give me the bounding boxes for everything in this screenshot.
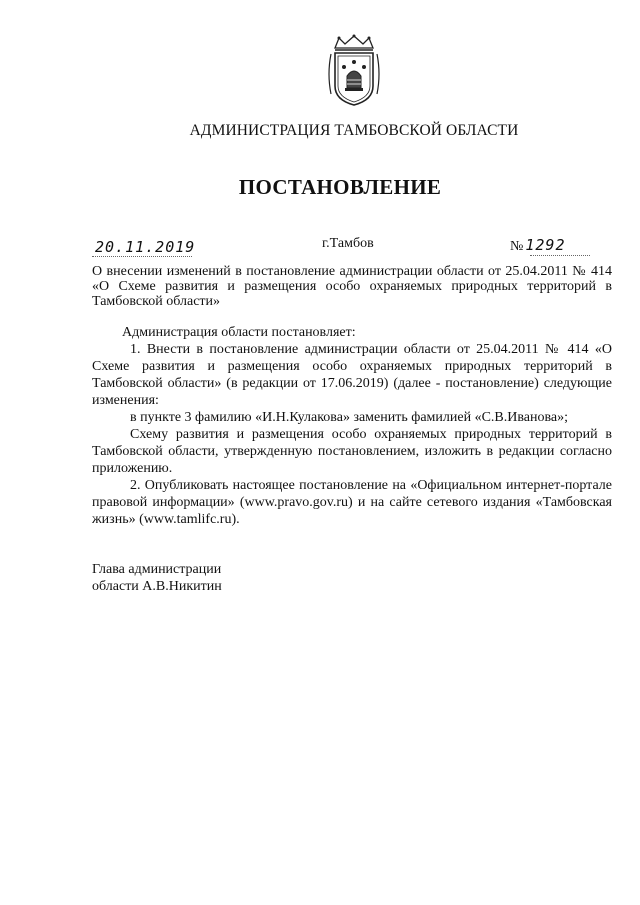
document-date (95, 238, 195, 256)
document-body (92, 324, 612, 528)
item-1-sub-2: Схему развития и размещения особо охраняемых природных территорий в Тамбовской области, утвержденную постановлением, изложить в редакции согласно приложению. (92, 427, 612, 476)
date-underline (92, 256, 192, 257)
organization-title: АДМИНИСТРАЦИЯ ТАМБОВСКОЙ ОБЛАСТИ (189, 122, 519, 139)
signature-position: Глава администрации (92, 562, 222, 577)
item-1-sub-1: в пункте 3 фамилию «И.Н.Кулакова» заменить фамилией «С.В.Иванова»; (130, 410, 569, 425)
handwritten-number: 1292 (525, 236, 566, 254)
document-type-title: ПОСТАНОВЛЕНИЕ (238, 175, 442, 199)
handwritten-date: 20.11.2019 (95, 238, 196, 256)
document-subject: О внесении изменений в постановление администрации области от 25.04.2011 № 414 «О Схеме развития и размещения особо охраняемых природных территорий в Тамбовской области» (92, 264, 612, 309)
preamble: Администрация области постановляет: (122, 325, 356, 340)
document-city: г.Тамбов (322, 236, 374, 251)
number-sign: № (510, 239, 524, 254)
signature-block (92, 561, 222, 595)
item-1: 1. Внести в постановление администрации области от 25.04.2011 № 414 «О Схеме развития и размещения особо охраняемых природных территорий в Тамбовской области» (в редакции от 17.06.2019) (далее - постановление) следующие изменения: (92, 342, 612, 408)
item-2: 2. Опубликовать настоящее постановление на «Официальном интернет-портале правовой информации» (www.pravo.gov.ru) и на сайте сетевого издания «Тамбовская жизнь» (www.tamlifc.ru). (92, 478, 612, 527)
document-number (510, 236, 565, 255)
tambov-coat-of-arms-icon (325, 34, 383, 108)
signature-name: области А.В.Никитин (92, 579, 222, 594)
number-underline (530, 255, 590, 256)
